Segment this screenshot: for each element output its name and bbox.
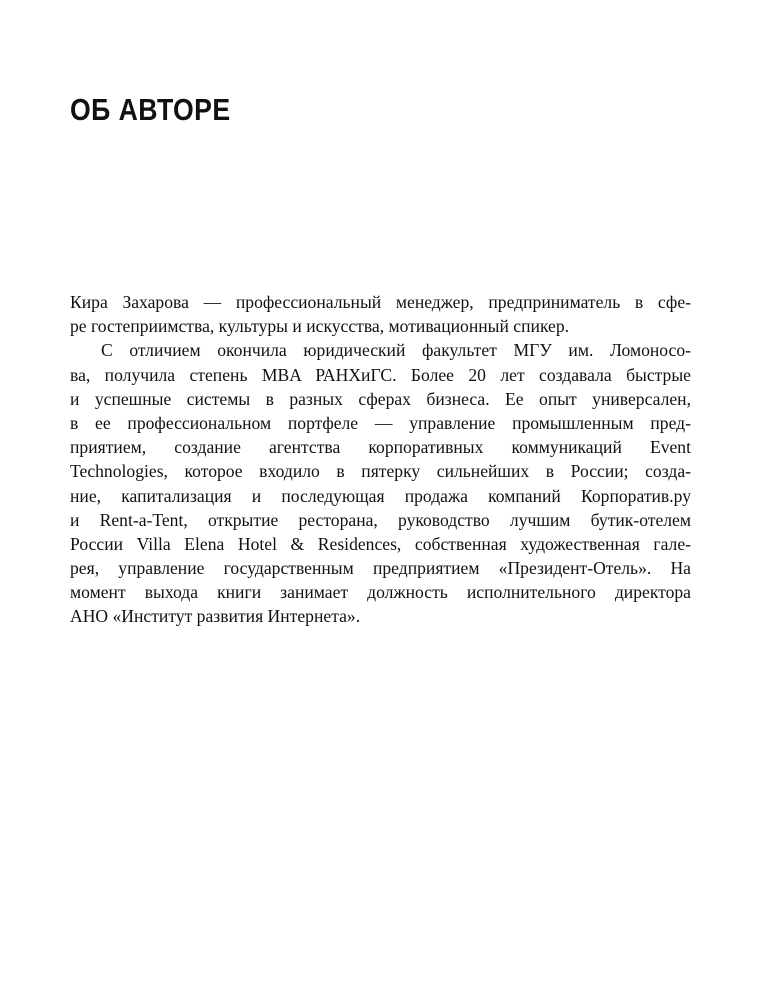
text-line: Technologies, которое входило в пятерку сильнейших в России; созда- bbox=[70, 461, 691, 482]
bio-paragraph-intro bbox=[70, 290, 691, 338]
text-line: АНО «Институт развития Интернета». bbox=[70, 606, 361, 627]
text-line: С отличием окончила юридический факультет МГУ им. Ломоносо- bbox=[101, 340, 691, 361]
section-heading: ОБ АВТОРЕ bbox=[70, 92, 231, 127]
text-line: ре гостеприимства, культуры и искусства, мотивационный спикер. bbox=[70, 316, 570, 337]
bio-paragraph-career bbox=[70, 338, 691, 628]
author-bio bbox=[70, 290, 691, 629]
text-line: рея, управление государственным предприятием «Президент-Отель». На bbox=[70, 558, 691, 579]
text-line: момент выхода книги занимает должность исполнительного директора bbox=[70, 582, 691, 603]
text-line: и успешные системы в разных сферах бизнеса. Ее опыт универсален, bbox=[70, 388, 691, 409]
text-line: ва, получила степень MBA РАНХиГС. Более 20 лет создавала быстрые bbox=[70, 364, 691, 385]
text-line: в ее профессиональном портфеле — управление промышленным пред- bbox=[70, 412, 691, 433]
text-line: приятием, создание агентства корпоративных коммуникаций Event bbox=[70, 437, 691, 458]
text-line: Кира Захарова — профессиональный менеджер, предприниматель в сфе- bbox=[70, 292, 691, 312]
text-line: России Villa Elena Hotel & Residences, собственная художественная гале- bbox=[70, 533, 691, 554]
text-line: ние, капитализация и последующая продажа компаний Корпоратив.ру bbox=[70, 485, 691, 506]
text-line: и Rent-a-Tent, открытие ресторана, руководство лучшим бутик-отелем bbox=[70, 509, 691, 530]
